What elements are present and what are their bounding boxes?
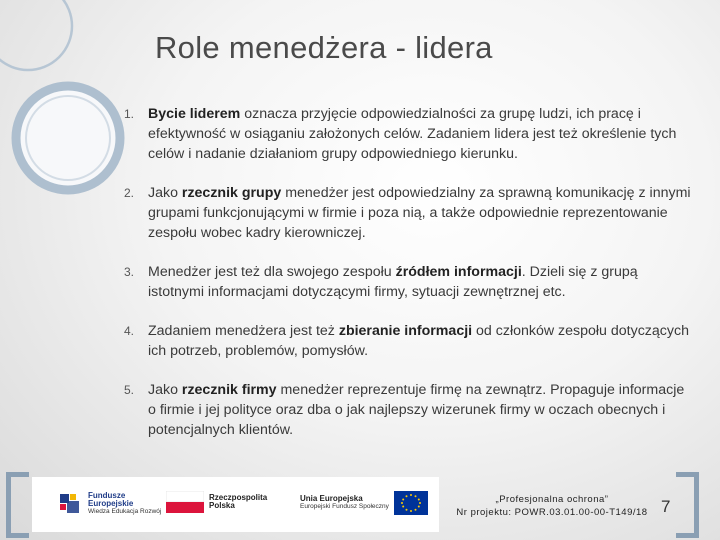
list-item (122, 321, 692, 361)
item-text-pre: Zadaniem menedżera jest też (148, 323, 339, 339)
ue-line2: Europejski Fundusz Społeczny (300, 503, 389, 510)
item-text-bold: rzecznik firmy (181, 382, 277, 398)
item-text-bold: źródłem informacji (395, 264, 522, 280)
project-name: „Profesjonalna ochrona” (495, 494, 609, 505)
item-text-pre: Menedżer jest też dla swojego zespołu (148, 264, 396, 280)
item-number: 3. (124, 265, 135, 279)
item-text-bold: Bycie liderem (148, 106, 241, 122)
rp-line2: Polska (209, 501, 235, 510)
item-number: 4. (124, 324, 135, 338)
list-item (122, 380, 692, 440)
item-number: 1. (124, 107, 135, 121)
unia-europejska-logo (300, 491, 428, 515)
item-number: 2. (124, 186, 135, 200)
rp-line1: Rzeczpospolita (209, 493, 268, 502)
fe-line2: Europejskie (88, 499, 134, 508)
fe-line1: Fundusze (88, 491, 126, 500)
funding-logos-bar (32, 477, 439, 532)
item-text-bold: zbieranie informacji (338, 323, 473, 339)
ue-line1: Unia Europejska (300, 494, 363, 503)
item-text-post: od członków zespołu dotyczących ich potrzeb, problemów, pomysłów. (148, 323, 689, 359)
content-list (122, 104, 692, 459)
polish-flag-icon (166, 491, 204, 513)
rzeczpospolita-polska-logo (166, 491, 267, 513)
item-number: 5. (124, 383, 135, 397)
item-text-post: menedżer reprezentuje firmę na zewnątrz. Propaguje informacje o firmie i jej polityce oraz dba o jak najlepszy wizerunek firmy w oczach obecnych i potencjalnych klientów. (148, 382, 685, 438)
item-text-post: oznacza przyjęcie odpowiedzialności za grupę ludzi, ich pracę i efektywność w osiąganiu założonych celów. Zadaniem lidera jest też określenie tych celów i nadanie działaniom grupy odpowiedniego kierunku. (148, 106, 677, 162)
project-info (452, 493, 652, 519)
item-text-pre: Jako (148, 382, 182, 398)
list-item (122, 104, 692, 164)
page-number: 7 (661, 497, 671, 516)
item-text-bold: rzecznik grupy (181, 185, 282, 201)
fe-icon (58, 491, 84, 517)
right-bracket-decoration (676, 472, 699, 538)
item-text-post: menedżer jest odpowiedzialny za sprawną komunikację z innymi grupami funkcjonującymi w firmie i poza nią, a także odpowiednie reprezentowanie zespołu wobec kadry kierowniczej. (148, 185, 691, 241)
eu-flag-icon (394, 491, 428, 515)
fundusze-europejskie-logo (58, 491, 161, 517)
list-item (122, 262, 692, 302)
item-text-post: . Dzieli się z grupą istotnymi informacjami dotyczącymi firmy, sytuacji zewnętrznej etc. (148, 264, 638, 300)
list-item (122, 183, 692, 243)
item-text-pre: Jako (148, 185, 182, 201)
fe-line3: Wiedza Edukacja Rozwój (88, 508, 162, 515)
slide-title: Role menedżera - lidera (155, 30, 493, 65)
left-bracket-decoration (6, 472, 29, 538)
project-number: Nr projektu: POWR.03.01.00-00-T149/18 (456, 507, 648, 518)
